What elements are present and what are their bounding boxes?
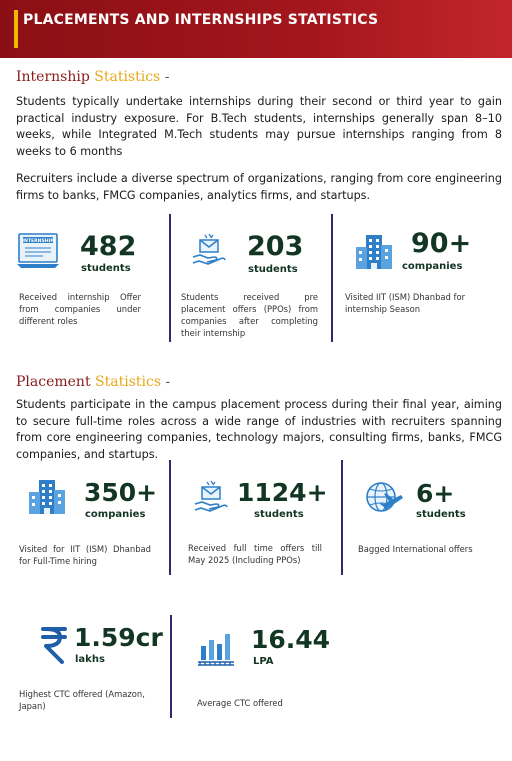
highest-ctc-unit: lakhs (75, 654, 105, 665)
internship-offers-value: 482 (80, 231, 137, 262)
international-offers-value: 6+ (416, 479, 455, 508)
globe-airplane-icon (364, 478, 404, 518)
internship-offers-unit: students (81, 263, 131, 274)
internship-companies-unit: companies (402, 261, 463, 272)
internship-section-title: Internship Statistics - (16, 69, 170, 85)
divider (341, 460, 343, 575)
placement-companies-desc: Visited for IIT (ISM) Dhanbad for Full-Time hiring (19, 544, 151, 566)
fulltime-offers-desc: Received full time offers till May 2025 (Including PPOs) (188, 543, 322, 565)
internship-offers-desc: Received internship Offer from companies under different roles (19, 292, 141, 326)
placement-companies-unit: companies (85, 509, 146, 520)
ppo-value: 203 (247, 231, 304, 262)
offer-envelope-hand-icon (194, 480, 228, 516)
rupee-icon (40, 625, 68, 665)
placement-companies-value: 350+ (84, 478, 158, 507)
ppo-unit: students (248, 264, 298, 275)
divider (331, 214, 333, 342)
placement-section-title: Placement Statistics - (16, 374, 171, 390)
highest-ctc-value: 1.59cr (74, 623, 163, 652)
offer-envelope-hand-icon (192, 233, 226, 269)
page-title: PLACEMENTS AND INTERNSHIPS STATISTICS (23, 12, 379, 28)
average-ctc-value: 16.44 (251, 625, 331, 654)
internship-companies-value: 90+ (411, 228, 472, 259)
fulltime-offers-unit: students (254, 509, 304, 520)
average-ctc-desc: Average CTC offered (197, 698, 283, 708)
internship-certificate-icon (17, 232, 59, 270)
divider (169, 214, 171, 342)
internship-paragraph-1: Students typically undertake internships during their second or third year to gain practical industry exposure. For B.Tech students, internships generally span 8–10 weeks, while Integrated M.Tech students may pursue internships ranging from 8 weeks to 6 months (16, 95, 502, 158)
office-building-icon (28, 476, 66, 516)
page-header (0, 0, 512, 58)
internship-paragraph-2: Recruiters include a diverse spectrum of organizations, ranging from core engineering firms to banks, FMCG companies, analytics firms, and startups. (16, 172, 502, 202)
international-offers-unit: students (416, 509, 466, 520)
internship-companies-desc: Visited IIT (ISM) Dhanbad for internship Season (345, 292, 466, 314)
svg-text:INTERNSHIP: INTERNSHIP (22, 239, 54, 244)
divider (169, 460, 171, 575)
bar-chart-icon (196, 628, 236, 668)
placement-paragraph: Students participate in the campus placement process during their final year, aiming to secure full-time roles across a wide range of industries with recruiters spanning from core engineering companies, technology majors, consulting firms, banks, FMCG companies, and startups. (16, 398, 502, 461)
office-building-icon (355, 231, 393, 271)
divider (170, 615, 172, 718)
fulltime-offers-value: 1124+ (237, 478, 328, 507)
highest-ctc-desc: Highest CTC offered (Amazon, Japan) (19, 689, 145, 711)
ppo-desc: Students received pre placement offers (PPOs) from companies after completing their internship (181, 292, 318, 338)
header-accent-bar (14, 10, 18, 48)
international-offers-desc: Bagged International offers (358, 544, 473, 554)
average-ctc-unit: LPA (253, 656, 274, 667)
